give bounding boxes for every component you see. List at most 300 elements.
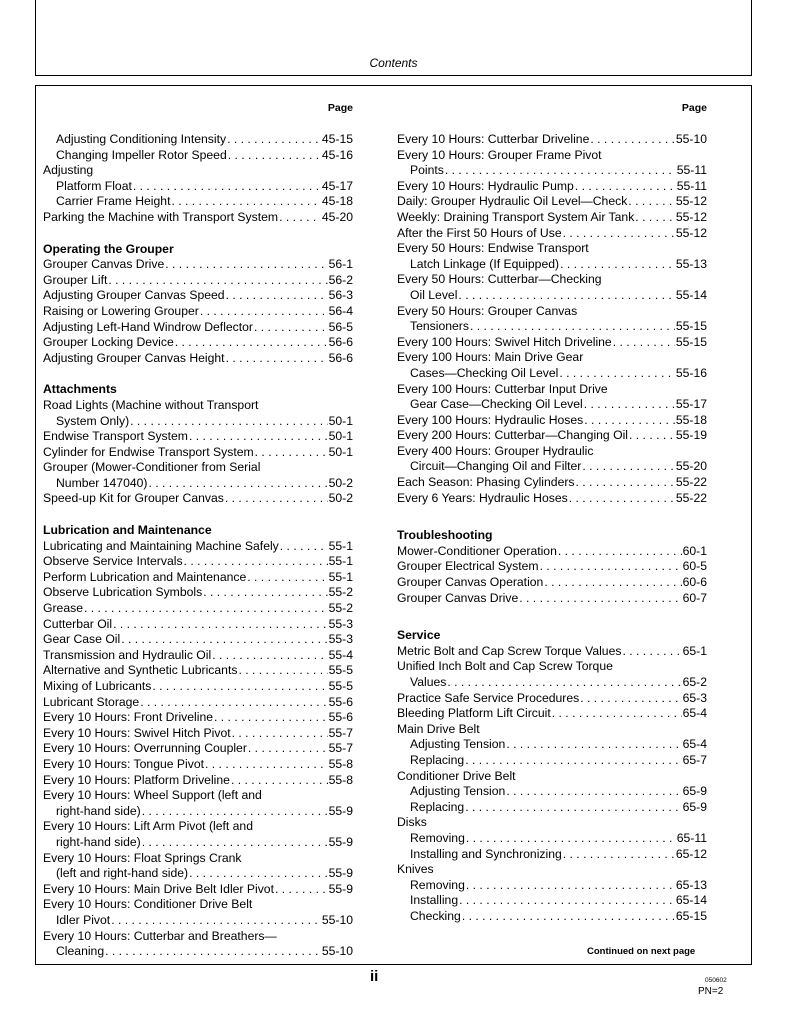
dot-leader: [560, 257, 675, 273]
toc-entry: [43, 320, 353, 336]
toc-entry: [43, 773, 353, 789]
toc-entry-title: Every 10 Hours: Platform Driveline: [43, 772, 230, 787]
toc-entry-page: 55-10: [321, 912, 353, 927]
toc-entry-title: Every 10 Hours: Cutterbar Driveline: [397, 132, 590, 146]
toc-entry-title: Every 100 Hours: Swivel Hitch Driveline: [397, 334, 612, 349]
toc-entry-page: 55-3: [328, 632, 353, 647]
toc-entry: [43, 194, 353, 210]
dot-leader: [108, 273, 327, 289]
toc-entry: [43, 476, 353, 492]
toc-group-label: Conditioner Drive Belt: [397, 768, 516, 783]
toc-entry-title: Adjusting Grouper Canvas Height: [43, 350, 225, 365]
toc-entry-page: 55-8: [328, 772, 353, 787]
toc-entry-title: Grouper Canvas Drive: [43, 257, 165, 272]
toc-entry: [43, 617, 353, 633]
toc-entry-page: 55-20: [675, 459, 707, 474]
dot-leader: [559, 366, 674, 382]
toc-entry-title: Changing Impeller Rotor Speed: [56, 147, 227, 162]
toc-entry: [43, 710, 353, 726]
dot-leader: [466, 831, 676, 847]
toc-entry-title: (left and right-hand side): [56, 866, 189, 881]
toc-entry-page: 45-18: [321, 194, 353, 209]
toc-entry-page: 55-13: [675, 256, 707, 271]
dot-leader: [225, 491, 328, 507]
toc-entry-page: 56-1: [328, 257, 353, 272]
toc-entry-page: 60-7: [682, 590, 707, 605]
toc-entry: [43, 429, 353, 445]
dot-leader: [580, 691, 681, 707]
dot-leader: [111, 913, 321, 929]
toc-entry: [397, 335, 707, 351]
toc-entry-page: 55-11: [676, 163, 707, 178]
dot-leader: [133, 179, 321, 195]
toc-entry: [397, 575, 707, 591]
pn-label: PN=2: [698, 986, 724, 997]
toc-entry-title: Circuit—Changing Oil and Filter: [410, 459, 582, 474]
page-column-heading: Page: [327, 102, 353, 114]
page-number: ii: [370, 968, 379, 985]
toc-entry: [43, 570, 353, 586]
toc-entry-page: 55-22: [675, 490, 707, 505]
toc-column-left: [43, 100, 353, 960]
toc-entry: [43, 726, 353, 742]
toc-entry: [397, 800, 707, 816]
toc-entry-title: Perform Lubrication and Maintenance: [43, 569, 247, 584]
dot-leader: [203, 585, 327, 601]
toc-entry-page: 50-2: [328, 491, 353, 506]
toc-entry-page: 60-1: [682, 543, 707, 558]
toc-entry-page: 55-5: [328, 663, 353, 678]
toc-group-label: Every 100 Hours: Main Drive Gear: [397, 350, 584, 365]
dot-leader: [613, 335, 675, 351]
toc-entry-title: Mixing of Lubricants: [43, 679, 152, 693]
toc-entry: [397, 737, 707, 753]
toc-entry: [43, 679, 353, 695]
dot-leader: [470, 319, 675, 335]
dot-leader: [171, 194, 320, 210]
dot-leader: [635, 210, 675, 226]
toc-entry-page: 65-1: [682, 643, 707, 658]
toc-column-right: [397, 100, 707, 925]
toc-entry-page: 65-4: [682, 706, 707, 721]
toc-group-label: Every 10 Hours: Grouper Frame Pivot: [397, 147, 602, 162]
section-heading: Operating the Grouper: [43, 241, 174, 256]
toc-entry: [397, 544, 707, 560]
toc-entry-title: Raising or Lowering Grouper: [43, 303, 199, 318]
toc-entry-page: 56-6: [328, 350, 353, 365]
toc-entry: [43, 804, 353, 820]
toc-entry: [43, 179, 353, 195]
toc-entry: [397, 366, 707, 382]
dot-leader: [105, 944, 321, 960]
toc-entry: [397, 288, 707, 304]
toc-entry-title: Every 10 Hours: Front Driveline: [43, 710, 214, 725]
toc-group-label: Every 50 Hours: Endwise Transport: [397, 241, 589, 256]
toc-entry-page: 55-2: [328, 601, 353, 616]
running-header: Contents: [369, 56, 418, 70]
toc-group-label: Every 10 Hours: Conditioner Drive Belt: [43, 897, 253, 912]
dot-leader: [142, 835, 328, 851]
section-heading: Lubrication and Maintenance: [43, 523, 212, 538]
toc-entry-title: Idler Pivot: [56, 912, 111, 927]
dot-leader: [506, 737, 681, 753]
toc-entry: [43, 695, 353, 711]
toc-entry-title: Grease: [43, 601, 83, 616]
toc-entry-page: 55-6: [328, 694, 353, 709]
toc-entry: [397, 909, 707, 925]
toc-entry-title: right-hand side): [56, 803, 141, 818]
toc-entry: [43, 210, 353, 226]
dot-leader: [584, 413, 675, 429]
toc-entry-title: Every 6 Years: Hydraulic Hoses: [397, 490, 568, 505]
toc-entry: [43, 414, 353, 430]
toc-entry-page: 55-3: [328, 616, 353, 631]
dot-leader: [231, 773, 328, 789]
toc-group-label: Grouper (Mower-Conditioner from Serial: [43, 460, 261, 475]
toc-entry-title: Grouper Canvas Operation: [397, 575, 544, 590]
toc-entry-page: 55-2: [328, 585, 353, 600]
toc-entry-title: Removing: [410, 830, 465, 845]
toc-entry: [43, 757, 353, 773]
toc-entry-title: Bleeding Platform Lift Circuit: [397, 706, 551, 721]
dot-leader: [629, 428, 675, 444]
toc-entry: [397, 179, 707, 195]
toc-entry-page: 55-18: [675, 412, 707, 427]
dot-leader: [254, 320, 328, 336]
dot-leader: [226, 351, 328, 367]
toc-group-label: Every 10 Hours: Cutterbar and Breathers—: [43, 928, 277, 943]
toc-entry: [43, 257, 353, 273]
dot-leader: [148, 476, 327, 492]
toc-entry-title: Observe Service Intervals: [43, 554, 183, 569]
dot-leader: [584, 397, 675, 413]
toc-entry-title: Each Season: Phasing Cylinders: [397, 475, 575, 490]
toc-entry: [397, 397, 707, 413]
toc-entry-title: Cases—Checking Oil Level: [410, 365, 559, 380]
toc-entry: [43, 288, 353, 304]
toc-entry-title: Cylinder for Endwise Transport System: [43, 444, 254, 459]
toc-entry: [397, 831, 707, 847]
toc-entry-page: 45-16: [321, 147, 353, 162]
toc-entry-title: Gear Case—Checking Oil Level: [410, 397, 583, 412]
dot-leader: [445, 163, 676, 179]
toc-group-label: Every 10 Hours: Lift Arm Pivot (left and: [43, 819, 253, 834]
toc-entry-title: Latch Linkage (If Equipped): [410, 256, 560, 271]
toc-group-label: Every 10 Hours: Float Springs Crank: [43, 850, 242, 865]
toc-entry-title: Platform Float: [56, 178, 132, 193]
toc-entry-title: Lubricating and Maintaining Machine Safely: [43, 538, 279, 553]
dot-leader: [552, 706, 682, 722]
toc-entry-page: 55-15: [675, 334, 707, 349]
toc-entry-title: Adjusting Tension: [410, 784, 506, 799]
dot-leader: [121, 632, 327, 648]
toc-entry-page: 56-2: [328, 272, 353, 287]
toc-entry-title: Installing: [410, 893, 459, 908]
toc-entry-title: Practice Safe Service Procedures: [397, 690, 580, 705]
toc-entry-page: 55-10: [321, 944, 353, 959]
dot-leader: [558, 544, 682, 560]
toc-entry-title: Adjusting Left-Hand Windrow Deflector: [43, 319, 253, 334]
toc-entry: [397, 475, 707, 491]
toc-entry-page: 56-6: [328, 335, 353, 350]
toc-entry-page: 55-1: [328, 554, 353, 569]
toc-entry-title: Installing and Synchronizing: [410, 846, 562, 861]
toc-group-label: Adjusting: [43, 163, 94, 178]
toc-entry-page: 45-20: [321, 209, 353, 224]
dot-leader: [113, 617, 328, 633]
dot-leader: [238, 663, 327, 679]
toc-entry-title: Removing: [410, 877, 465, 892]
toc-entry-page: 55-9: [328, 881, 353, 896]
dot-leader: [247, 570, 327, 586]
dot-leader: [84, 601, 328, 617]
dot-leader: [462, 909, 675, 925]
toc-entry-page: 55-1: [328, 538, 353, 553]
toc-entry-title: Number 147040): [56, 475, 148, 490]
toc-entry-title: Tensioners: [410, 319, 469, 334]
toc-entry-title: Every 100 Hours: Hydraulic Hoses: [397, 412, 584, 427]
toc-entry: [397, 257, 707, 273]
toc-entry: [43, 273, 353, 289]
dot-leader: [279, 210, 321, 226]
toc-entry-page: 55-9: [328, 803, 353, 818]
toc-entry-page: 55-19: [675, 428, 707, 443]
toc-group-label: Every 50 Hours: Grouper Canvas: [397, 303, 578, 318]
dot-leader: [227, 132, 321, 148]
dot-leader: [576, 475, 675, 491]
dot-leader: [590, 132, 674, 148]
toc-entry-title: Replacing: [410, 752, 465, 767]
toc-entry: [43, 445, 353, 461]
toc-entry-title: Gear Case Oil: [43, 632, 121, 647]
dot-leader: [280, 539, 328, 555]
toc-entry: [397, 428, 707, 444]
toc-entry-title: Parking the Machine with Transport System: [43, 209, 279, 224]
toc-entry: [397, 459, 707, 475]
toc-entry: [43, 148, 353, 164]
dot-leader: [228, 148, 321, 164]
dot-leader: [465, 753, 681, 769]
toc-entry-page: 55-5: [328, 679, 353, 693]
toc-entry-page: 55-10: [675, 132, 707, 146]
toc-entry-page: 55-22: [675, 475, 707, 490]
toc-entry: [397, 591, 707, 607]
toc-entry-title: System Only): [56, 413, 130, 428]
toc-entry-title: Grouper Canvas Drive: [397, 590, 519, 605]
toc-entry: [43, 866, 353, 882]
toc-group-label: Every 100 Hours: Cutterbar Input Drive: [397, 381, 608, 396]
toc-entry: [43, 335, 353, 351]
toc-entry: [43, 913, 353, 929]
toc-entry-title: Endwise Transport System: [43, 429, 188, 444]
toc-entry-title: Replacing: [410, 799, 465, 814]
toc-entry-title: Alternative and Synthetic Lubricants: [43, 663, 238, 678]
toc-entry-title: Weekly: Draining Transport System Air Tank: [397, 209, 635, 224]
toc-entry-title: Adjusting Tension: [410, 737, 506, 752]
dot-leader: [447, 675, 681, 691]
toc-entry: [397, 319, 707, 335]
toc-entry: [43, 944, 353, 960]
toc-entry-page: 55-12: [675, 209, 707, 224]
toc-entry-page: 55-12: [675, 225, 707, 240]
toc-entry-page: 65-2: [682, 675, 707, 689]
toc-entry-page: 56-3: [328, 288, 353, 303]
toc-entry-title: Mower-Conditioner Operation: [397, 543, 557, 558]
toc-entry: [43, 648, 353, 664]
toc-group-label: Disks: [397, 815, 427, 830]
dot-leader: [465, 800, 681, 816]
toc-group-label: Unified Inch Bolt and Cap Screw Torque: [397, 659, 613, 674]
dot-leader: [184, 554, 328, 570]
toc-entry: [43, 491, 353, 507]
toc-entry-title: After the First 50 Hours of Use: [397, 225, 562, 240]
toc-entry: [397, 163, 707, 179]
toc-entry-title: Adjusting Conditioning Intensity: [56, 132, 227, 146]
page-column-heading: Page: [681, 102, 707, 114]
dot-leader: [214, 710, 328, 726]
dot-leader: [628, 194, 675, 210]
toc-entry-title: Every 10 Hours: Hydraulic Pump: [397, 178, 574, 193]
toc-entry-title: Metric Bolt and Cap Screw Torque Values: [397, 643, 622, 658]
toc-entry-page: 45-15: [321, 132, 353, 146]
dot-leader: [569, 491, 675, 507]
toc-entry-title: Cutterbar Oil: [43, 616, 113, 631]
dot-leader: [575, 179, 676, 195]
dot-leader: [275, 882, 328, 898]
toc-entry-page: 55-7: [328, 725, 353, 740]
toc-entry-page: 55-1: [328, 569, 353, 584]
toc-entry-page: 55-15: [675, 319, 707, 334]
toc-group-label: Main Drive Belt: [397, 721, 480, 736]
section-heading: Service: [397, 628, 441, 643]
dot-leader: [200, 304, 328, 320]
toc-entry: [397, 226, 707, 242]
toc-entry-page: 55-6: [328, 710, 353, 725]
dot-leader: [466, 878, 675, 894]
toc-entry-title: Values: [410, 675, 447, 689]
toc-entry-page: 60-5: [682, 559, 707, 574]
toc-entry-page: 55-9: [328, 834, 353, 849]
toc-entry: [397, 194, 707, 210]
dot-leader: [212, 648, 327, 664]
toc-entry-page: 65-12: [675, 846, 707, 861]
toc-entry: [43, 632, 353, 648]
toc-entry-page: 55-7: [328, 741, 353, 756]
dot-leader: [189, 429, 328, 445]
document-code: 050602: [705, 977, 727, 984]
toc-entry-page: 65-9: [682, 799, 707, 814]
toc-entry-title: Grouper Electrical System: [397, 559, 539, 574]
toc-entry-page: 65-3: [682, 690, 707, 705]
toc-entry-page: 65-14: [675, 893, 707, 908]
dot-leader: [459, 893, 675, 909]
toc-entry: [397, 706, 707, 722]
toc-entry-page: 65-7: [682, 752, 707, 767]
dot-leader: [175, 335, 328, 351]
toc-entry-page: 55-14: [675, 287, 707, 302]
dot-leader: [622, 644, 681, 660]
toc-entry: [43, 601, 353, 617]
dot-leader: [189, 866, 327, 882]
toc-entry: [43, 663, 353, 679]
toc-entry-title: Every 10 Hours: Tongue Pivot: [43, 756, 205, 771]
dot-leader: [226, 288, 328, 304]
toc-entry-page: 50-1: [328, 444, 353, 459]
toc-group-label: Every 50 Hours: Cutterbar—Checking: [397, 272, 602, 287]
toc-entry-title: right-hand side): [56, 834, 141, 849]
toc-entry-page: 65-9: [682, 784, 707, 799]
dot-leader: [255, 445, 328, 461]
toc-entry: [43, 882, 353, 898]
toc-entry-page: 50-2: [328, 475, 353, 490]
toc-entry-page: 55-9: [328, 866, 353, 881]
toc-entry-page: 55-12: [675, 194, 707, 209]
dot-leader: [563, 847, 675, 863]
toc-entry-page: 56-4: [328, 303, 353, 318]
continued-note: Continued on next page: [587, 946, 696, 957]
toc-entry-page: 56-5: [328, 319, 353, 334]
toc-entry: [43, 585, 353, 601]
toc-entry-title: Speed-up Kit for Grouper Canvas: [43, 491, 224, 506]
toc-entry: [397, 753, 707, 769]
dot-leader: [519, 591, 681, 607]
toc-entry-page: 60-6: [682, 575, 707, 590]
dot-leader: [165, 257, 327, 273]
toc-entry-title: Lubricant Storage: [43, 694, 140, 709]
dot-leader: [582, 459, 674, 475]
toc-entry-page: 55-16: [675, 365, 707, 380]
toc-entry: [43, 351, 353, 367]
toc-entry: [43, 741, 353, 757]
dot-leader: [152, 679, 327, 695]
toc-entry-title: Daily: Grouper Hydraulic Oil Level—Check: [397, 194, 628, 209]
toc-entry-title: Every 10 Hours: Overrunning Coupler: [43, 741, 247, 756]
toc-entry-title: Cleaning: [56, 944, 105, 959]
toc-group-label: Road Lights (Machine without Transport: [43, 397, 259, 412]
toc-entry-page: 50-1: [328, 413, 353, 428]
toc-entry: [397, 878, 707, 894]
dot-leader: [563, 226, 675, 242]
dot-leader: [142, 804, 328, 820]
toc-entry-page: 55-8: [328, 756, 353, 771]
toc-entry-title: Every 10 Hours: Swivel Hitch Pivot: [43, 725, 231, 740]
toc-entry-title: Checking: [410, 908, 461, 923]
dot-leader: [140, 695, 327, 711]
section-heading: Attachments: [43, 382, 117, 397]
toc-entry: [397, 210, 707, 226]
toc-entry-page: 65-13: [675, 877, 707, 892]
toc-entry: [43, 835, 353, 851]
toc-entry: [397, 413, 707, 429]
toc-entry-page: 65-4: [682, 737, 707, 752]
toc-entry-title: Adjusting Grouper Canvas Speed: [43, 288, 225, 303]
dot-leader: [205, 757, 328, 773]
toc-entry: [397, 675, 707, 691]
section-heading: Troubleshooting: [397, 528, 493, 543]
toc-group-label: Every 10 Hours: Wheel Support (left and: [43, 788, 262, 803]
toc-entry-page: 65-11: [676, 830, 707, 845]
toc-entry-page: 55-11: [676, 178, 707, 193]
dot-leader: [130, 414, 327, 430]
dot-leader: [458, 288, 674, 304]
toc-entry-title: Grouper Lift: [43, 272, 108, 287]
toc-entry: [397, 784, 707, 800]
dot-leader: [232, 726, 328, 742]
dot-leader: [248, 741, 328, 757]
toc-entry-page: 55-17: [675, 397, 707, 412]
toc-entry-title: Carrier Frame Height: [56, 194, 171, 209]
toc-entry-page: 65-15: [675, 908, 707, 923]
